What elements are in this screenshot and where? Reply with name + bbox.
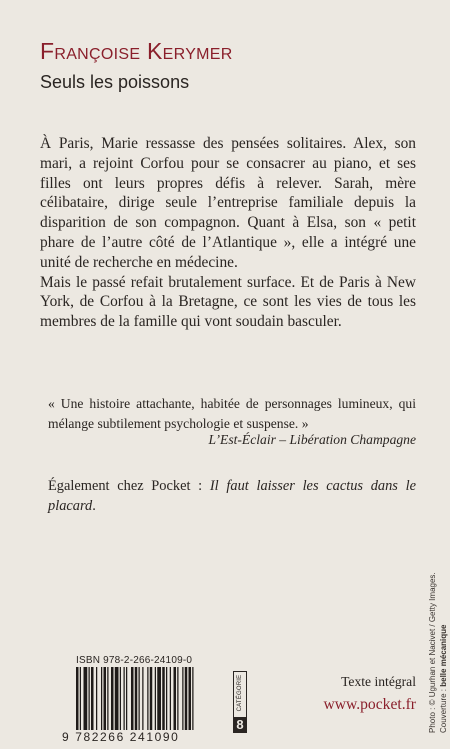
barcode-bar xyxy=(104,667,107,733)
category-label: CATÉGORIE xyxy=(237,674,243,712)
barcode-bar xyxy=(182,667,183,733)
author-name: Françoise Kerymer xyxy=(40,38,233,64)
barcode-bar xyxy=(96,667,97,733)
barcode-bar xyxy=(174,667,177,733)
synopsis-paragraph: À Paris, Marie ressasse des pensées solitaires. Alex, son mari, a rejoint Corfou pour se consacrer au piano, et ses filles ont leurs propres défis à relever. Sarah, mère célibataire, dirige seule l’entreprise familiale depuis la disparition de son compagnon. Quant à Elsa, son « petit phare de l’autre côté de l’Atlantique », elle a intégré une unité de recherche en médecine. xyxy=(40,135,416,271)
barcode-bar xyxy=(170,667,171,733)
photo-credit: Photo : © Ugurhan et Nacivet / Getty Images. xyxy=(428,572,437,733)
barcode-bar xyxy=(84,667,88,733)
barcode-bar xyxy=(115,667,119,733)
also-by-author xyxy=(48,476,416,516)
barcode-bar xyxy=(189,667,192,733)
barcode-bar xyxy=(155,667,156,733)
press-quote-source: L’Est-Éclair – Libération Champagne xyxy=(208,432,416,447)
barcode-bar xyxy=(185,667,188,733)
publisher-website: www.pocket.fr xyxy=(323,696,416,713)
barcode-bar xyxy=(126,667,127,733)
barcode-bar xyxy=(91,667,94,733)
barcode-bar xyxy=(120,667,121,733)
barcode-bar xyxy=(80,667,81,733)
barcode-bar xyxy=(135,667,138,733)
cover-credits xyxy=(428,572,449,733)
barcode-bar xyxy=(89,667,90,733)
cover-credit xyxy=(439,572,450,733)
book-title: Seuls les poissons xyxy=(40,72,190,92)
barcode-bar xyxy=(124,667,125,733)
barcode-bar xyxy=(157,667,161,733)
cover-designer: belle mécanique xyxy=(438,624,448,687)
cover-credit-prefix: Couverture : xyxy=(438,686,448,733)
barcode-bar xyxy=(107,667,108,733)
press-quote: « Une histoire attachante, habitée de personnages lumineux, qui mélange subtilement psychologie et suspense. » xyxy=(48,396,416,431)
synopsis-paragraph: Mais le passé refait brutalement surface. Et de Paris à New York, de Corfou à la Bretagne, ce sont les vies de tous les membres de la famille qui vont soudain basculer. xyxy=(40,273,416,331)
barcode-bar xyxy=(192,667,193,733)
barcode-bar xyxy=(162,667,165,733)
barcode-bar xyxy=(142,667,143,733)
barcode-digits: 9 782266 241090 xyxy=(62,730,228,744)
barcode-bar xyxy=(131,667,134,733)
barcode-bar xyxy=(147,667,148,733)
also-book-title: Il faut laisser les cactus dans le placard xyxy=(48,478,417,514)
also-suffix: . xyxy=(92,498,96,514)
barcode-bar xyxy=(76,667,79,733)
barcode-bar xyxy=(101,667,102,733)
category-badge xyxy=(233,671,247,733)
synopsis xyxy=(40,134,416,332)
barcode xyxy=(76,667,228,733)
barcode-bar xyxy=(177,667,178,733)
also-prefix: Également chez Pocket : xyxy=(48,478,210,494)
isbn: ISBN 978-2-266-24109-0 xyxy=(76,655,193,666)
barcode-bar xyxy=(111,667,114,733)
category-number: 8 xyxy=(234,717,246,732)
barcode-bar xyxy=(150,667,153,733)
barcode-bar xyxy=(166,667,167,733)
texte-integral: Texte intégral xyxy=(341,674,416,689)
barcode-bar xyxy=(139,667,140,733)
